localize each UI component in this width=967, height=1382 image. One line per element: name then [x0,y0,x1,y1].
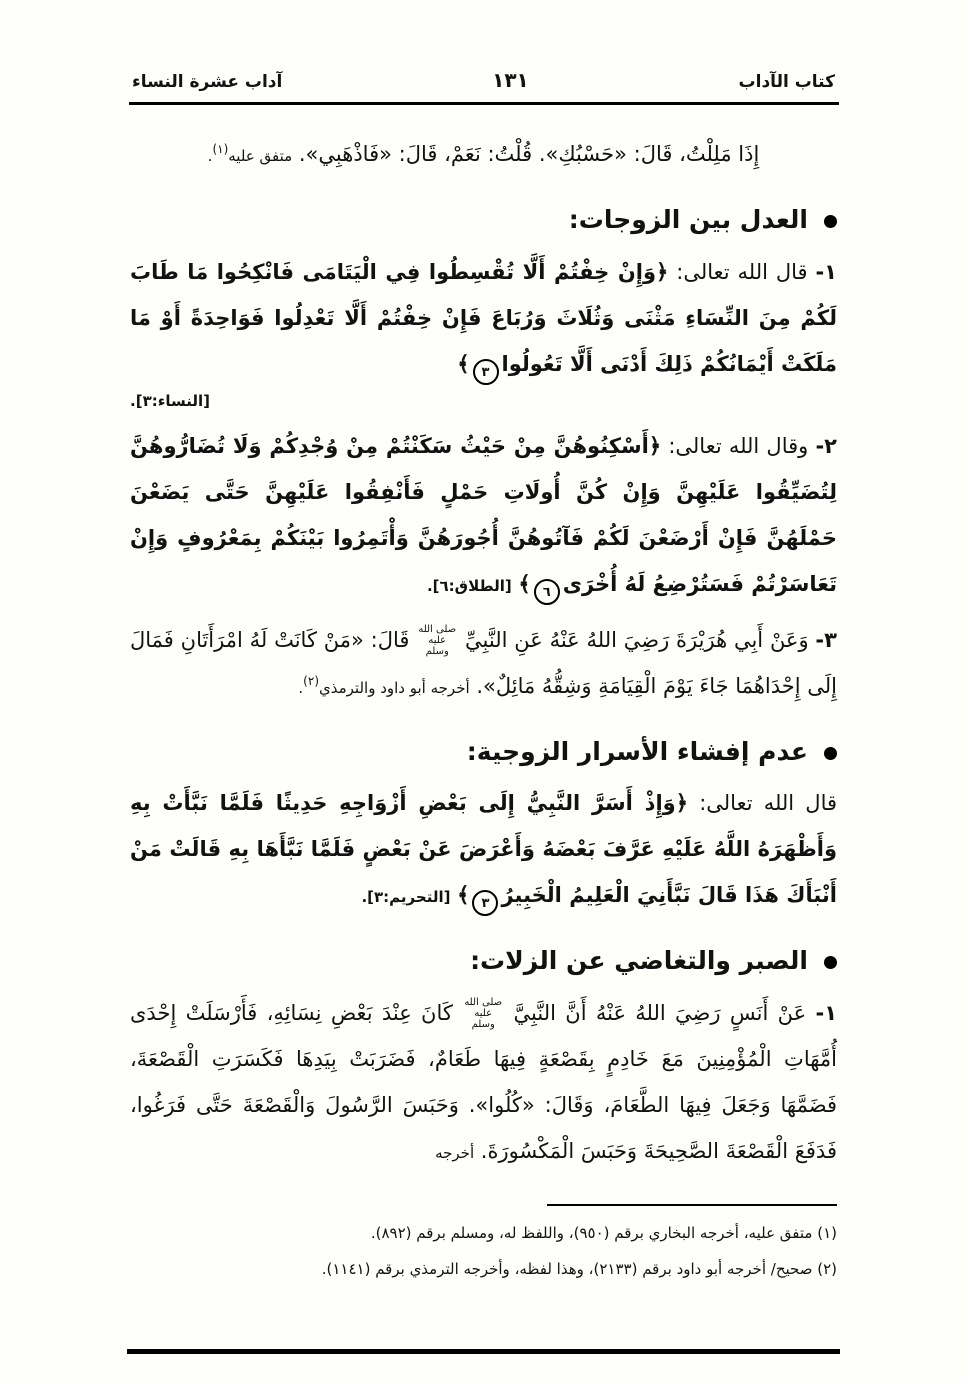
quran-verse-nisa: ﴿وَإِنْ خِفْتُمْ أَلَّا تُقْسِطُوا فِي الْيَتَامَى فَانْكِحُوا مَا طَابَ لَكُمْ مِنَ النِّسَاءِ مَثْنَى وَثُلَاثَ وَرُبَاعَ فَإِنْ خِفْتُمْ أَلَّا تَعْدِلُوا فَوَاحِدَةً أَوْ مَا مَلَكَتْ أَيْمَانُكُمْ ذَلِكَ أَدْنَى أَلَّا تَعُولُوا [130,259,837,376]
quran-verse-tahrim: ﴿وَإِذْ أَسَرَّ النَّبِيُّ إِلَى بَعْضِ أَزْوَاجِهِ حَدِيثًا فَلَمَّا نَبَّأَتْ بِهِ وَأَظْهَرَهُ اللَّهُ عَلَيْهِ عَرَّفَ بَعْضَهُ وَأَعْرَضَ عَنْ بَعْضٍ فَلَمَّا نَبَّأَهَا بِهِ قَالَتْ مَنْ أَنْبَأَكَ هَذَا قَالَ نَبَّأَنِيَ الْعَلِيمُ الْخَبِيرُ [130,791,837,907]
bottom-page-rule [127,1349,840,1354]
quran-close-bracket: ﴾ [518,571,531,596]
item-number: ١- [815,1000,838,1025]
hadith-tail-text: إِذَا مَلِلْتُ، قَالَ: «حَسْبُكِ». قُلْتُ: نَعَمْ، قَالَ: «فَاذْهَبِي». [298,142,760,166]
footnote-separator-rule [547,1204,837,1206]
footnote-2: (٢) صحيح/ أخرجه أبو داود برقم (٢١٣٣)، وهذا لفظه، وأخرجه الترمذي برقم (١١٤١). [321,1260,837,1278]
lead-text: قال الله تعالى: [699,791,838,815]
ayah-end-marker: ٣ [473,359,499,385]
quran-item-tahrim [130,780,837,920]
page-number: ١٣١ [492,68,529,92]
quran-verse-talaq: ﴿أَسْكِنُوهُنَّ مِنْ حَيْثُ سَكَنْتُمْ مِنْ وُجْدِكُمْ وَلَا تُضَارُّوهُنَّ لِتُضَيِّقُوا عَلَيْهِنَّ وَإِنْ كُنَّ أُولَاتِ حَمْلٍ فَأَنْفِقُوا عَلَيْهِنَّ حَتَّى يَضَعْنَ حَمْلَهُنَّ فَإِنْ أَرْضَعْنَ لَكُمْ فَآتُوهُنَّ أُجُورَهُنَّ وَأْتَمِرُوا بَيْنَكُمْ بِمَعْرُوفٍ وَإِنْ تَعَاسَرْتُمْ فَسَتُرْضِعُ لَهُ أُخْرَى [130,433,837,596]
quran-close-bracket: ﴾ [457,351,470,376]
ayah-end-marker: ٣ [472,890,498,916]
intro-period: . [207,147,213,165]
intro-hadith-line [130,131,837,179]
saw-symbol: صلى الله عليه وسلم [464,997,503,1030]
section-heading-marital-secrets [130,733,837,771]
header-book-title: كتاب الآداب [738,72,835,92]
bullet-icon [824,747,837,760]
item-number: ٢- [815,433,837,458]
page-header [0,0,967,92]
header-chapter-title: آداب عشرة النساء [132,72,283,92]
lead-text: قال الله تعالى: [676,259,808,284]
hadith-item-anas [130,990,837,1176]
footnote-1: (١) متفق عليه، أخرجه البخاري برقم (٩٥٠)، واللفظ له، ومسلم برقم (٨٩٢). [370,1224,837,1242]
bullet-icon [824,215,837,228]
hadith-period: . [298,678,304,697]
attribution-text: متفق عليه [228,147,293,165]
section-heading-justice-between-wives [130,201,837,239]
hadith-matn: قَالَ: «مَنْ كَانَتْ لَهُ امْرَأَتَانِ فَمَالَ إِلَى إِحْدَاهُمَا جَاءَ يَوْمَ الْقِيَامَةِ وَشِقُّهُ مَائِلٌ». [130,627,837,698]
section-title: عدم إفشاء الأسرار الزوجية: [466,736,808,766]
item-number: ٣- [815,627,837,652]
footnote-marker-2: (٢) [303,673,319,688]
quran-item-talaq [130,423,837,609]
footnotes-block [130,1204,837,1290]
ayah-end-marker: ٦ [534,579,560,605]
item-number: ١- [815,259,837,284]
lead-text: وقال الله تعالى: [668,433,809,458]
section-heading-patience [130,942,837,980]
quran-close-bracket: ﴾ [457,883,470,907]
footnote-marker-1: (١) [212,142,229,156]
section-title: العدل بين الزوجات: [568,205,808,234]
quran-item-nisa [130,249,837,387]
bullet-icon [824,956,837,969]
attribution-text: أخرجه أبو داود والترمذي [319,678,470,697]
surah-reference-nisa: [النساء:٣]. [130,391,211,410]
attribution-text: أخرجه [435,1143,475,1162]
hadith-isnad: عَنْ أَنَسٍ رَضِيَ اللهُ عَنْهُ أَنَّ النَّبِيَّ [513,1000,807,1025]
hadith-isnad: وَعَنْ أَبِي هُرَيْرَةَ رَضِيَ اللهُ عَنْهُ عَنِ النَّبِيِّ [465,627,809,652]
hadith-matn: كَانَ عِنْدَ بَعْضِ نِسَائِهِ، فَأَرْسَلَتْ إِحْدَى أُمَّهَاتِ الْمُؤْمِنِينَ مَعَ خَادِمٍ بِقَصْعَةٍ فِيهَا طَعَامٌ، فَضَرَبَتْ بِيَدِهَا فَكَسَرَتِ الْقَصْعَةَ، فَضَمَّهَا وَجَعَلَ فِيهَا الطَّعَامَ، وَقَالَ: «كُلُوا». وَحَبَسَ الرَّسُولَ وَالْقَصْعَةَ حَتَّى فَرَغُوا، فَدَفَعَ الْقَصْعَةَ الصَّحِيحَةَ وَحَبَسَ الْمَكْسُورَةَ. [130,1000,837,1163]
hadith-item-abu-hurayra [130,617,837,711]
surah-reference-talaq: [الطلاق:٦]. [426,576,512,595]
section-title: الصبر والتغاضي عن الزلات: [470,946,808,975]
saw-symbol: صلى الله عليه وسلم [418,624,457,657]
page-body [0,105,967,1176]
surah-reference-tahrim: [التحريم:٣]. [361,888,451,906]
